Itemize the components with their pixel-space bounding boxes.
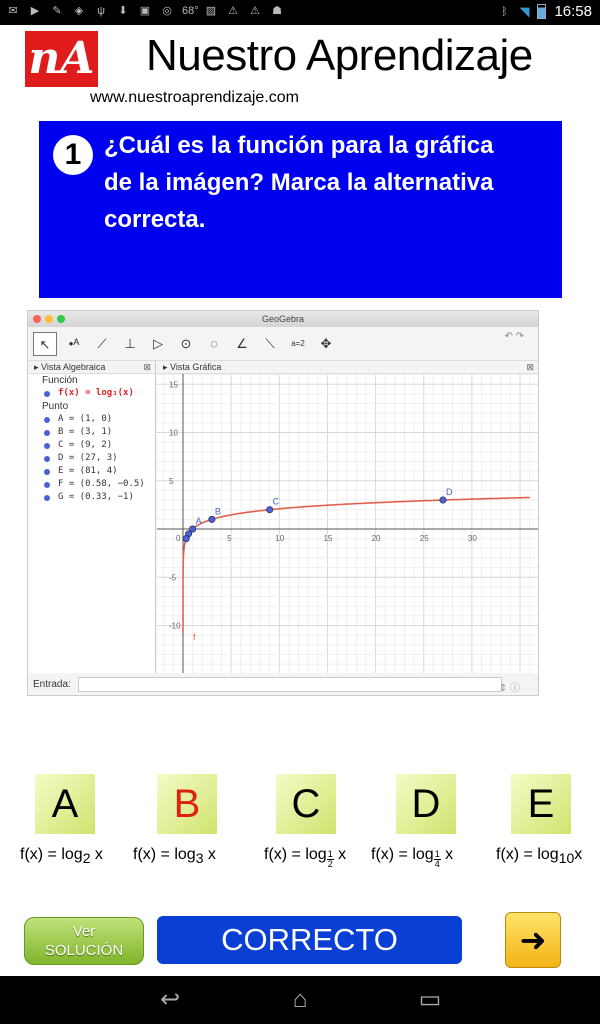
point-label: A xyxy=(195,516,202,526)
graphics-view xyxy=(157,361,538,673)
plot-point xyxy=(266,507,272,513)
usb-icon: ψ xyxy=(97,5,105,17)
input-field xyxy=(78,677,502,692)
minimize-dot-icon xyxy=(45,315,53,323)
status-bar xyxy=(0,0,600,25)
formula-base: 2 xyxy=(82,850,91,867)
bluetooth-icon: ᛒ xyxy=(501,5,508,18)
formula-text: f(x) = log xyxy=(133,846,196,863)
solution-label-line2: SOLUCIÓN xyxy=(44,942,124,959)
category-point: Punto xyxy=(42,401,69,412)
y-tick-label: -10 xyxy=(169,621,181,631)
y-tick-label: -5 xyxy=(169,573,177,583)
formula-text: f(x) = log xyxy=(371,846,434,863)
x-tick-label: 15 xyxy=(323,534,333,543)
option-d-formula xyxy=(371,846,453,869)
input-label: Entrada: xyxy=(33,679,71,690)
point-item: G = (0.33, −1) xyxy=(28,491,155,504)
option-b-formula xyxy=(133,846,216,866)
point-item: D = (27, 3) xyxy=(28,452,155,465)
circle-tool-icon: ⊙ xyxy=(180,336,192,351)
geogebra-titlebar xyxy=(28,311,538,327)
undo-redo-icon: ↶ ↷ xyxy=(504,331,524,342)
x-tick-label: 0 xyxy=(176,534,181,543)
geogebra-window-title: GeoGebra xyxy=(261,314,305,324)
formula-variable: x xyxy=(203,846,216,863)
app-header xyxy=(0,25,600,115)
input-bar xyxy=(28,675,538,695)
result-banner: CORRECTO xyxy=(157,916,462,964)
reflect-tool-icon: ⟍ xyxy=(265,336,275,351)
polygon-tool-icon: ▷ xyxy=(153,336,163,351)
temperature-label: 68° xyxy=(182,5,199,17)
ellipse-tool-icon: ◌ xyxy=(210,336,218,351)
algebra-view-title: Vista Algebraica xyxy=(41,362,106,372)
x-tick-label: 10 xyxy=(275,534,285,543)
graphics-view-title: Vista Gráfica xyxy=(170,362,222,372)
close-icon: ⊠ xyxy=(526,362,534,372)
slider-tool-icon: a=2 xyxy=(291,339,305,348)
youtube-icon: ▶ xyxy=(30,5,40,17)
point-item: B = (3, 1) xyxy=(28,426,155,439)
option-e-button[interactable]: E xyxy=(511,774,571,834)
option-c-formula xyxy=(264,846,346,869)
wrench-icon: ✎ xyxy=(52,5,62,17)
formula-base: 3 xyxy=(195,850,204,867)
option-a-formula xyxy=(20,846,103,866)
formula-text: f(x) = log xyxy=(496,846,559,863)
option-b-button[interactable]: B xyxy=(157,774,217,834)
gallery-icon: ▣ xyxy=(139,5,151,17)
formula-base: 10 xyxy=(558,850,575,867)
formula-base-fraction xyxy=(434,850,441,869)
function-item: f(x) = log₃(x) xyxy=(28,387,155,400)
zoom-dot-icon xyxy=(57,315,65,323)
navigation-bar xyxy=(0,976,600,1024)
fraction-denominator: 2 xyxy=(327,859,333,869)
question-text: ¿Cuál es la función para la gráfica de la imágen? Marca la alternativa correcta. xyxy=(104,132,494,233)
point-label: C xyxy=(272,496,280,507)
warning-icon: ⚠ xyxy=(250,5,260,17)
angle-tool-icon: ∠ xyxy=(236,336,248,351)
brand-logo: nA xyxy=(25,31,98,87)
point-tool-icon: •ᴬ xyxy=(68,336,80,351)
option-a-button[interactable]: A xyxy=(35,774,95,834)
option-e-formula xyxy=(496,846,582,866)
point-item: E = (81, 4) xyxy=(28,465,155,478)
question-number: 1 xyxy=(53,135,93,175)
recent-apps-icon[interactable]: ▭ xyxy=(418,986,442,1013)
formula-variable: x xyxy=(333,846,347,863)
formula-text: f(x) = log xyxy=(264,846,327,863)
point-label: D xyxy=(446,487,453,498)
point-item: F = (0.58, −0.5) xyxy=(28,478,155,491)
category-function: Función xyxy=(42,375,78,386)
warning-icon: ⚠ xyxy=(228,5,238,17)
site-title: Nuestro Aprendizaje xyxy=(146,31,533,80)
next-arrow-button[interactable] xyxy=(505,912,561,968)
plot-point xyxy=(209,516,215,522)
close-dot-icon xyxy=(33,315,41,323)
question-box xyxy=(39,121,562,298)
shield-icon: ◈ xyxy=(74,5,84,17)
battery-icon xyxy=(537,4,546,19)
fraction-denominator: 4 xyxy=(434,859,440,869)
curve-label: f xyxy=(193,631,196,642)
formula-variable: x xyxy=(440,846,454,863)
clock: 16:58 xyxy=(554,3,592,20)
help-icon: ⇕ ⓘ xyxy=(498,683,520,694)
solution-label-line1: Ver xyxy=(72,923,96,940)
download-icon: ⬇ xyxy=(118,5,128,17)
x-tick-label: 20 xyxy=(371,534,381,543)
globe-icon: ◎ xyxy=(162,5,172,17)
formula-variable: x xyxy=(574,846,583,863)
option-d-button[interactable]: D xyxy=(396,774,456,834)
x-tick-label: 5 xyxy=(227,534,232,543)
move-tool-icon: ↖ xyxy=(33,332,57,356)
site-url: www.nuestroaprendizaje.com xyxy=(90,89,299,106)
geogebra-image xyxy=(27,310,539,696)
point-label: B xyxy=(214,506,221,517)
notification-icons xyxy=(6,4,284,18)
back-icon[interactable]: ↩ xyxy=(159,986,181,1013)
algebra-view-header: ▸ Vista Algebraica ⊠ xyxy=(28,361,155,374)
view-solution-button[interactable] xyxy=(24,917,144,965)
plot-point xyxy=(440,497,446,503)
image-icon: ▨ xyxy=(205,5,217,17)
y-tick-label: 10 xyxy=(169,428,178,438)
arrow-right-icon: ➜ xyxy=(519,922,547,958)
fraction-numerator: 1 xyxy=(434,849,440,859)
log-graph xyxy=(157,374,538,673)
option-c-button[interactable]: C xyxy=(276,774,336,834)
x-tick-label: 25 xyxy=(419,534,429,543)
graphics-view-header: ▸ Vista Gráfica ⊠ xyxy=(157,361,538,374)
algebra-view xyxy=(28,361,156,673)
formula-variable: x xyxy=(90,846,103,863)
point-item: C = (9, 2) xyxy=(28,439,155,452)
formula-text: f(x) = log xyxy=(20,846,83,863)
x-tick-label: 30 xyxy=(467,534,477,543)
android-icon: ☗ xyxy=(272,5,282,17)
point-item: A = (1, 0) xyxy=(28,413,155,426)
perpendicular-tool-icon: ⊥ xyxy=(124,336,136,351)
line-tool-icon: ⟋ xyxy=(97,336,107,351)
wifi-icon: ◥ xyxy=(519,3,530,19)
home-icon[interactable]: ⌂ xyxy=(292,986,308,1013)
y-tick-label: 5 xyxy=(169,476,174,486)
move-view-tool-icon: ✥ xyxy=(320,336,332,351)
geogebra-toolbar xyxy=(28,327,538,361)
plot-point xyxy=(183,535,189,541)
formula-base-fraction xyxy=(327,850,334,869)
fraction-numerator: 1 xyxy=(327,849,333,859)
mail-icon: ✉ xyxy=(8,5,18,17)
y-tick-label: 15 xyxy=(169,380,178,390)
close-icon: ⊠ xyxy=(143,362,151,372)
